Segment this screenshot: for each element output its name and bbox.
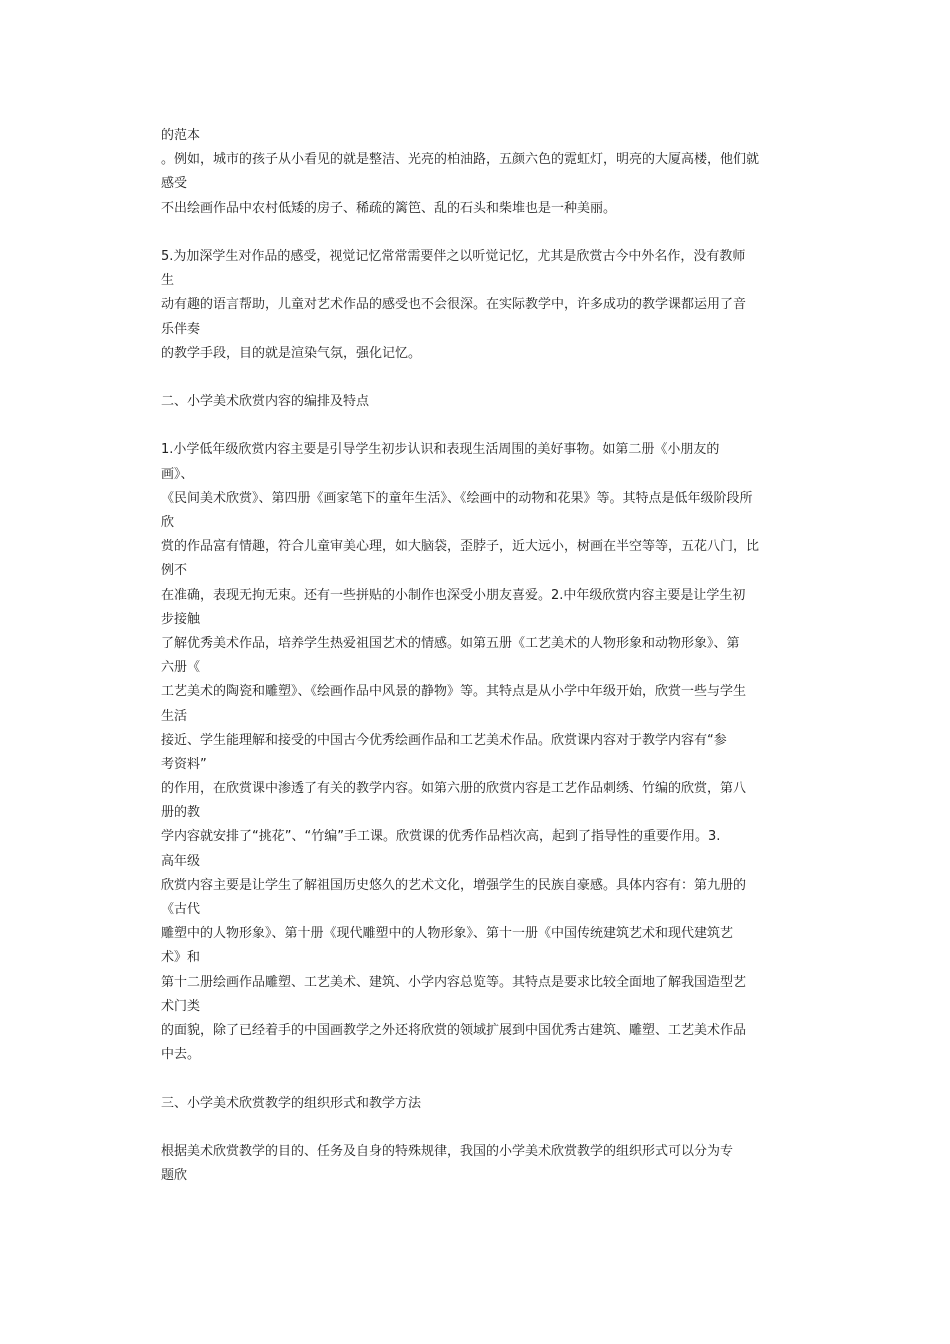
text-line: 第十二册绘画作品雕塑、工艺美术、建筑、小学内容总览等。其特点是要求比较全面地了解我国造型艺 [161,974,747,990]
text-line: 画》、 [161,466,194,482]
text-line: 动有趣的语言帮助，儿童对艺术作品的感受也不会很深。在实际教学中，许多成功的教学课都运用了音 [161,297,747,313]
text-line: 册的教 [161,805,201,821]
text-line: 题欣 [161,1168,188,1184]
text-line: 了解优秀美术作品，培养学生热爱祖国艺术的情感。如第五册《工艺美术的人物形象和动物形象》、第 [161,635,740,651]
text-line: 术门类 [161,998,201,1014]
text-line: 赏的作品富有情趣，符合儿童审美心理，如大脑袋，歪脖子，近大远小，树画在半空等等，五花八门，比 [161,539,760,555]
text-line: 高年级 [161,853,201,869]
paragraph-spacer [161,414,793,438]
section-title: 三、小学美术欣赏教学的组织形式和教学方法 [161,1095,422,1111]
text-line: 在准确，表现无拘无束。还有一些拼贴的小制作也深受小朋友喜爱。2.中年级欣赏内容主要是让学生初 [161,587,746,603]
text-line: 生活 [161,708,188,724]
text-line: 欣赏内容主要是让学生了解祖国历史悠久的艺术文化，增强学生的民族自豪感。具体内容有：第九册的 [161,877,747,893]
section-title: 二、小学美术欣赏内容的编排及特点 [161,394,370,410]
text-line: 术》和 [161,950,201,966]
text-line: 的教学手段，目的就是渲染气氛，强化记忆。 [161,345,422,361]
paragraph-spacer [161,366,793,390]
section-heading-2 [161,390,793,414]
paragraph-grade-content [161,438,793,1067]
paragraph-organization-forms [161,1140,793,1188]
text-line: 接近、学生能理解和接受的中国古今优秀绘画作品和工艺美术作品。欣赏课内容对于教学内容有“参 [161,732,727,748]
text-line: 的作用，在欣赏课中渗透了有关的教学内容。如第六册的欣赏内容是工艺作品刺绣、竹编的欣赏，第八 [161,781,747,797]
text-line: 《古代 [161,902,201,917]
text-line: 中去。 [161,1047,201,1063]
text-line: 雕塑中的人物形象》、第十册《现代雕塑中的人物形象》、第十一册《中国传统建筑艺术和现代建筑艺 [161,926,734,942]
text-line: 工艺美术的陶瓷和雕塑》、《绘画作品中风景的静物》等。其特点是从小学中年级开始，欣赏一些与学生 [161,684,747,700]
document-page [161,124,793,1188]
text-line: 的范本 [161,128,201,143]
paragraph-spacer [161,1067,793,1091]
text-line: 《民间美术欣赏》、第四册《画家笔下的童年生活》、《绘画中的动物和花果》等。其特点是低年级阶段所 [161,490,753,506]
text-line: 例不 [161,563,188,579]
paragraph-spacer [161,221,793,245]
text-line: 六册《 [161,660,201,676]
text-line: 的面貌，除了已经着手的中国画教学之外还将欣赏的领域扩展到中国优秀古建筑、雕塑、工艺美术作品 [161,1022,747,1038]
text-line: 1.小学低年级欣赏内容主要是引导学生初步认识和表现生活周围的美好事物。如第二册《小朋友的 [161,442,720,458]
text-line: 根据美术欣赏教学的目的、任务及自身的特殊规律，我国的小学美术欣赏教学的组织形式可以分为专 [161,1143,734,1159]
paragraph-spacer [161,1116,793,1140]
text-line: 5.为加深学生对作品的感受，视觉记忆常常需要伴之以听觉记忆，尤其是欣赏古今中外名作，没有教师 [161,248,746,264]
text-line: 乐伴奏 [161,321,201,337]
text-line: 不出绘画作品中农村低矮的房子、稀疏的篱笆、乱的石头和柴堆也是一种美丽。 [161,200,617,216]
paragraph-city-children [161,124,793,221]
text-line: 生 [161,273,175,289]
text-line: 。例如，城市的孩子从小看见的就是整洁、光亮的柏油路，五颜六色的霓虹灯，明亮的大厦高楼，他们就 [161,152,760,168]
text-line: 欣 [161,515,175,530]
text-line: 学内容就安排了“挑花”、“竹编”手工课。欣赏课的优秀作品档次高，起到了指导性的重要作用。3. [161,829,721,845]
section-heading-3 [161,1092,793,1116]
text-line: 感受 [161,176,188,192]
text-line: 步接触 [161,611,201,627]
paragraph-point-5 [161,245,793,366]
text-line: 考资料” [161,756,207,772]
